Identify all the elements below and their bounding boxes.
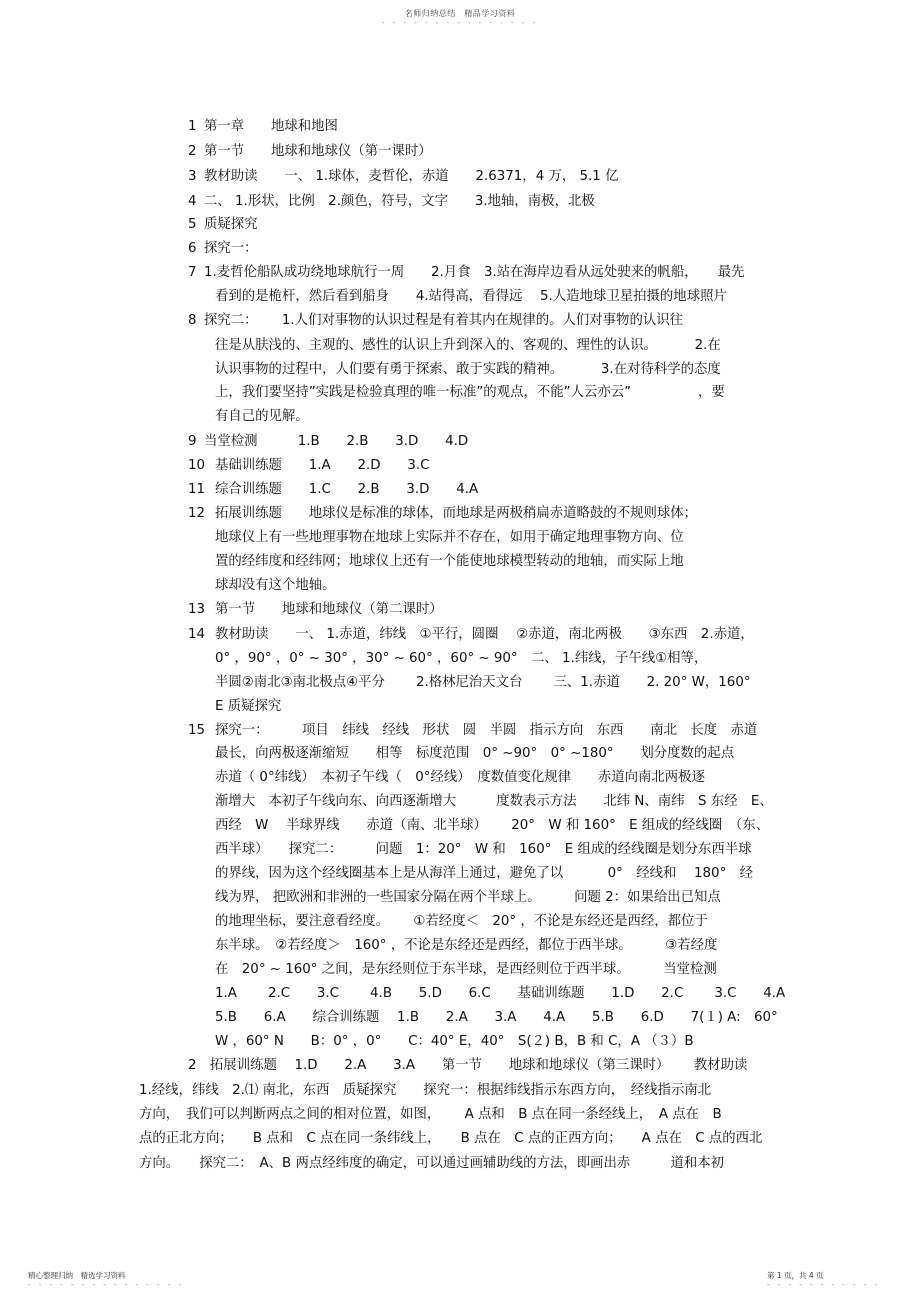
footer-left — [28, 1270, 184, 1289]
text-line: 看到的是桅杆，然后看到船身 4.站得高，看得远 5.人造地球卫星拍摄的地球照片 — [215, 289, 727, 304]
text-line: 赤道（ 0°纬线） 本初子午线（ 0°经线） 度数值变化规律 赤道向南北两极逐 — [215, 770, 705, 785]
text-line: 东半球。 ②若经度＞ 160° ，不论是东经还是西经，都位于西半球。 ③若经度 — [215, 938, 718, 953]
text-line: 0° ，90° ，0° ~ 30° ，30° ~ 60° ，60° ~ 90° 二、 1.纬线，子午线①相等， — [215, 651, 708, 666]
page-header — [0, 8, 920, 27]
text-line: 5.B 6.A 综合训练题 1.B 2.A 3.A 4.A 5.B 6.D 7(１) A: 60° — [215, 1010, 778, 1025]
text-line: 有自己的见解。 — [215, 409, 309, 424]
text-line: 上，我们要坚持”实践是检验真理的唯一标准”的观点，不能”人云亦云” ，要 — [215, 385, 725, 400]
text-line: 综合训练题 1.C 2.B 3.D 4.A — [215, 482, 479, 497]
text-line: 认识事物的过程中，人们要有勇于探索、敢于实践的精神。 3.在对待科学的态度 — [215, 362, 721, 377]
text-line: 基础训练题 1.A 2.D 3.C — [215, 458, 430, 473]
text-line: 当堂检测 1.B 2.B 3.D 4.D — [204, 434, 469, 449]
line-number: 13 — [188, 602, 206, 617]
text-line: 西半球） 探究二： 问题 1：20° W 和 160° E 组成的经线圈是划分东西半球 — [215, 842, 752, 857]
header-text: 名师归纳总结 精品学习资料 — [404, 9, 516, 18]
text-line: 西经 W 半球界线 赤道（南、北半球） 20° W 和 160° E 组成的经线圈 （东、 — [215, 818, 770, 833]
text-line: 置的经纬度和经纬网；地球仪上还有一个能使地球模型转动的地轴，而实际上地 — [215, 554, 684, 569]
text-line: 渐增大 本初子午线向东、向西逐渐增大 度数表示方法 北纬 N、南纬 S 东经 E、 — [215, 794, 773, 809]
footer-right — [767, 1270, 880, 1289]
text-line: 二、 1.形状，比例 2.颜色，符号，文字 3.地轴，南极，北极 — [204, 194, 595, 209]
line-number: 6 — [188, 241, 197, 256]
line-number: 4 — [188, 194, 197, 209]
line-number: 1 — [188, 119, 197, 134]
line-number: 2 — [188, 144, 197, 159]
text-line: 第一节 地球和地球仪（第一课时） — [204, 144, 432, 159]
line-number: 3 — [188, 169, 197, 184]
text-line: 在 20° ~ 160° 之间，是东经则位于东半球，是西经则位于西半球。 当堂检测 — [215, 962, 717, 977]
text-line: 探究一： — [204, 241, 258, 256]
line-number: 9 — [188, 434, 197, 449]
text-line: 地球仪上有一些地理事物在地球上实际并不存在，如用于确定地理事物方向、位 — [215, 530, 684, 545]
text-line: 点的正北方向； B 点和 C 点在同一条纬线上， B 点在 C 点的正西方向； A 点在 C 点的西北 — [139, 1131, 763, 1146]
text-line: E 质疑探究 — [215, 699, 282, 714]
line-number: 11 — [188, 482, 206, 497]
text-line: 拓展训练题 地球仪是标准的球体，而地球是两极稍扁赤道略鼓的不规则球体； — [215, 506, 698, 521]
text-line: 最长，向两极逐渐缩短 相等 标度范围 0° ~90° 0° ~180° 划分度数的起点 — [215, 746, 735, 761]
text-line: 探究一： 项目 纬线 经线 形状 圆 半圆 指示方向 东西 南北 长度 赤道 — [215, 723, 758, 738]
line-number: 14 — [188, 627, 206, 642]
line-number: 15 — [188, 723, 206, 738]
text-line: 1.经线，纬线 2.⑴ 南北，东西 质疑探究 探究一：根据纬线指示东西方向， 经线指示南北 — [139, 1083, 712, 1098]
footer-right-dots: - - - - - - - - - - - — [766, 1281, 880, 1289]
line-number: 12 — [188, 506, 206, 521]
text-line: 半圆②南北③南北极点④平分 2.格林尼治天文台 三、1.赤道 2. 20° W，160° — [215, 675, 751, 690]
text-line: 第一章 地球和地图 — [204, 119, 338, 134]
line-number: 7 — [188, 265, 197, 280]
text-line: 线为界， 把欧洲和非洲的一些国家分隔在两个半球上。 问题 2：如果给出已知点 — [215, 890, 721, 905]
text-line: 方向。 探究二： A、B 两点经纬度的确定，可以通过画辅助线的方法，即画出赤 道和本初 — [139, 1156, 724, 1171]
footer-left-dots: - - - - - - - - - - - - - - - — [28, 1281, 185, 1289]
text-line: 往是从肤浅的、主观的、感性的认识上升到深入的、客观的、理性的认识。 2.在 — [215, 338, 721, 353]
line-number: 8 — [188, 313, 197, 328]
line-number: 10 — [188, 458, 206, 473]
text-line: 质疑探究 — [204, 217, 258, 232]
line-number: 5 — [188, 217, 197, 232]
text-line: 球却没有这个地轴。 — [215, 578, 336, 593]
text-line: 教材助读 一、 1.球体，麦哲伦，赤道 2.6371，4 万， 5.1 亿 — [204, 169, 619, 184]
text-line: 1.A 2.C 3.C 4.B 5.D 6.C 基础训练题 1.D 2.C 3.C 4.A — [215, 986, 786, 1001]
text-line: 方向， 我们可以判断两点之间的相对位置，如图， A 点和 B 点在同一条经线上， A 点在 B — [139, 1107, 722, 1122]
text-line: 的地理坐标，要注意看经度。 ①若经度＜ 20° ，不论是东经还是西经，都位于 — [215, 914, 708, 929]
text-line: 探究二： 1.人们对事物的认识过程是有着其内在规律的。人们对事物的认识往 — [204, 313, 684, 328]
text-line: 2 拓展训练题 1.D 2.A 3.A 第一节 地球和地球仪（第三课时） 教材助读 — [188, 1058, 748, 1073]
text-line: 1.麦哲伦船队成功绕地球航行一周 2.月食 3.站在海岸边看从远处驶来的帆船， 最先 — [204, 265, 745, 280]
text-line: 第一节 地球和地球仪（第二课时） — [215, 602, 443, 617]
header-dots: - - - - - - - - - - - - - - - — [381, 19, 539, 27]
text-line: W ，60° N B：0° ，0° C：40° E，40° S(２) B，B 和 C，A （３）B — [215, 1034, 694, 1049]
page-number: 第 1 页，共 4 页 — [766, 1271, 824, 1280]
text-line: 教材助读 一、 1.赤道，纬线 ①平行，圆圈 ②赤道，南北两极 ③东西 2.赤道， — [215, 627, 754, 642]
footer-left-text: 精心整理归纳 精选学习资料 — [28, 1271, 126, 1280]
text-line: 的界线，因为这个经线圈基本上是从海洋上通过，避免了以 0° 经线和 180° 经 — [215, 866, 754, 881]
